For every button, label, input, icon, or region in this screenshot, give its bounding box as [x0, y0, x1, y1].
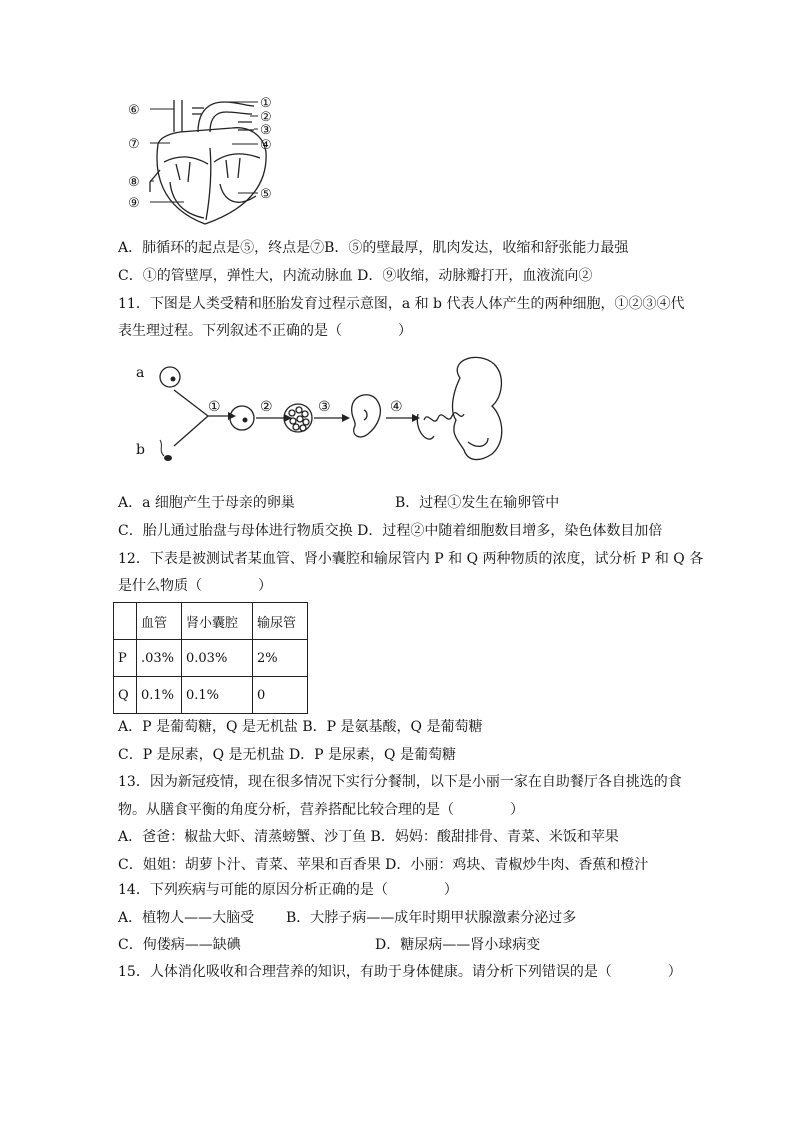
q14-option-a: A．植物人——大脑受: [118, 910, 255, 926]
q11-option-a: A．a 细胞产生于母亲的卵巢: [118, 495, 295, 511]
q14-stem: 14．下列疾病与可能的原因分析正确的是（ ）: [118, 882, 458, 898]
heart-label-5: ⑤: [260, 187, 272, 202]
q14-option-b: B．大脖子病——成年时期甲状腺激素分泌过多: [286, 910, 577, 926]
step-label-2: ②: [260, 399, 273, 415]
q14-option-c: C．佝偻病——缺碘: [118, 937, 241, 953]
q15-stem: 15．人体消化吸收和合理营养的知识，有助于身体健康。请分析下列错误的是（ ）: [118, 964, 682, 980]
cell-b-label: b: [136, 442, 145, 458]
concentration-table: [113, 602, 308, 714]
q12-stem-line1: 12．下表是被测试者某血管、肾小囊腔和输尿管内 P 和 Q 两种物质的浓度，试分析 P 和 Q 各: [118, 551, 704, 567]
step-label-1: ①: [208, 399, 221, 415]
q12-option-cd: C．P 是尿素，Q 是无机盐 D．P 是尿素，Q 是葡萄糖: [118, 747, 456, 763]
heart-diagram: [120, 92, 290, 232]
heart-label-2: ②: [260, 110, 272, 125]
table-header-row: [114, 603, 308, 640]
fertilization-diagram: [128, 350, 518, 480]
table-row: [114, 677, 308, 714]
q13-option-ab: A．爸爸：椒盐大虾、清蒸螃蟹、沙丁鱼 B．妈妈：酸甜排骨、青菜、米饭和苹果: [118, 829, 619, 845]
table-row: [114, 640, 308, 677]
table-cell: 0.1%: [137, 677, 182, 714]
heart-label-9: ⑨: [128, 196, 140, 211]
q11-stem-line2: 表生理过程。下列叙述不正确的是（ ）: [118, 323, 412, 339]
q11-stem-line1: 11．下图是人类受精和胚胎发育过程示意图，a 和 b 代表人体产生的两种细胞，①②③④代: [118, 296, 685, 312]
table-cell: P: [114, 640, 137, 677]
heart-label-7: ⑦: [128, 137, 140, 152]
heart-label-1: ①: [260, 96, 272, 111]
step-label-4: ④: [390, 399, 403, 415]
q10-option-ab: A．肺循环的起点是⑤，终点是⑦B．⑤的壁最厚，肌肉发达，收缩和舒张能力最强: [118, 240, 629, 256]
q13-option-cd: C．姐姐：胡萝卜汁、青菜、苹果和百香果 D．小丽：鸡块、青椒炒牛肉、香蕉和橙汁: [118, 857, 649, 873]
table-header-cell: 血管: [137, 603, 182, 640]
table-header-cell: [114, 603, 137, 640]
q14-option-d: D．糖尿病——肾小球病变: [375, 937, 541, 953]
table-cell: 2%: [253, 640, 308, 677]
q11-option-cd: C．胎儿通过胎盘与母体进行物质交换 D．过程②中随着细胞数目增多，染色体数目加倍: [118, 523, 663, 539]
q13-stem-line1: 13．因为新冠疫情，现在很多情况下实行分餐制，以下是小丽一家在自助餐厅各自挑选的食: [118, 774, 682, 790]
cell-a-label: a: [136, 365, 145, 381]
step-label-3: ③: [318, 399, 331, 415]
heart-label-8: ⑧: [128, 175, 140, 190]
q12-stem-line2: 是什么物质（ ）: [118, 578, 272, 594]
table-cell: 0.1%: [182, 677, 253, 714]
heart-label-6: ⑥: [128, 103, 140, 118]
q10-option-cd: C．①的管壁厚，弹性大，内流动脉血 D．⑨收缩，动脉瓣打开，血液流向②: [118, 268, 593, 284]
table-cell: Q: [114, 677, 137, 714]
q11-option-b: B．过程①发生在输卵管中: [395, 495, 560, 511]
heart-label-4: ④: [260, 138, 272, 153]
table-cell: .03%: [137, 640, 182, 677]
q13-stem-line2: 物。从膳食平衡的角度分析，营养搭配比较合理的是（ ）: [118, 802, 524, 818]
table-header-cell: 输尿管: [253, 603, 308, 640]
table-cell: 0.03%: [182, 640, 253, 677]
q12-option-ab: A．P 是葡萄糖，Q 是无机盐 B．P 是氨基酸，Q 是葡萄糖: [118, 719, 483, 735]
heart-label-3: ③: [260, 123, 272, 138]
table-header-cell: 肾小囊腔: [182, 603, 253, 640]
table-cell: 0: [253, 677, 308, 714]
